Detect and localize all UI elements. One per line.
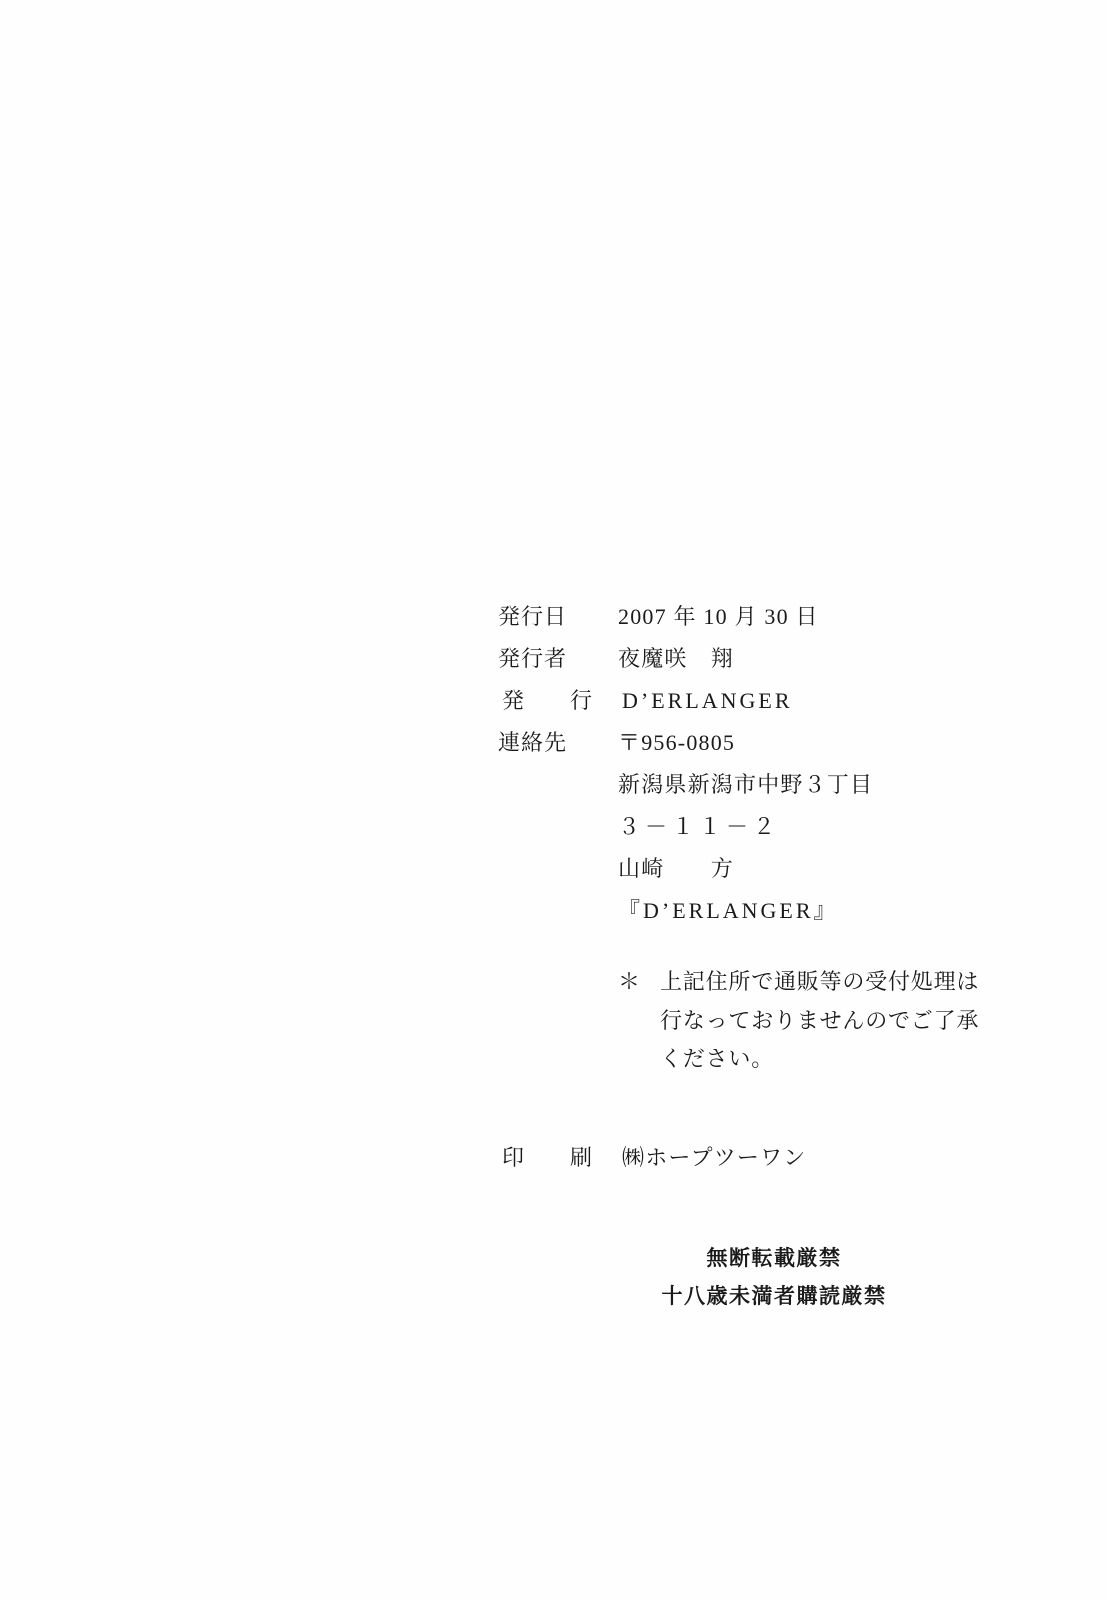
note-line-3: ください。 (660, 1046, 775, 1071)
mail-order-note (618, 963, 1058, 1079)
note-line-2: 行なっておりませんのでご了承 (660, 1007, 980, 1033)
colophon-block (0, 600, 1107, 1318)
address-line-1: 新潟県新潟市中野３丁目 (618, 772, 874, 797)
colophon-row-publisher (498, 684, 1058, 715)
legal-notices (564, 1242, 984, 1310)
row-value: 2007 年 10 月 30 日 (618, 604, 819, 629)
row-label: 発 行 (502, 688, 605, 713)
colophon-content (498, 600, 1058, 1310)
row-label: 印 刷 (502, 1144, 605, 1170)
row-value: ㈱ホープツーワン (622, 1144, 807, 1170)
row-value: D’ERLANGER (622, 688, 793, 713)
address-line-2: ３－１１－２ (618, 814, 781, 839)
colophon-row-contact (498, 726, 1058, 757)
note-text (660, 963, 979, 1079)
colophon-row-publisher-person (498, 642, 1058, 673)
row-value: 夜魔咲 翔 (618, 646, 735, 671)
row-label: 発行日 (498, 604, 568, 629)
note-line-1: 上記住所で通販等の受付処理は (660, 969, 980, 994)
colophon-row-publish-date (498, 600, 1058, 631)
asterisk-icon: ＊ (618, 969, 641, 994)
notice-age-restriction: 十八歳未満者購読厳禁 (661, 1283, 887, 1308)
notice-no-reproduction: 無断転載厳禁 (706, 1245, 842, 1270)
address-line-3: 山崎 方 (618, 856, 735, 881)
address-line-4: 『D’ERLANGER』 (618, 898, 839, 923)
row-value: 〒956-0805 (618, 730, 736, 755)
row-label: 発行者 (498, 646, 568, 671)
colophon-row-printer (498, 1141, 1058, 1172)
row-label: 連絡先 (498, 730, 568, 755)
